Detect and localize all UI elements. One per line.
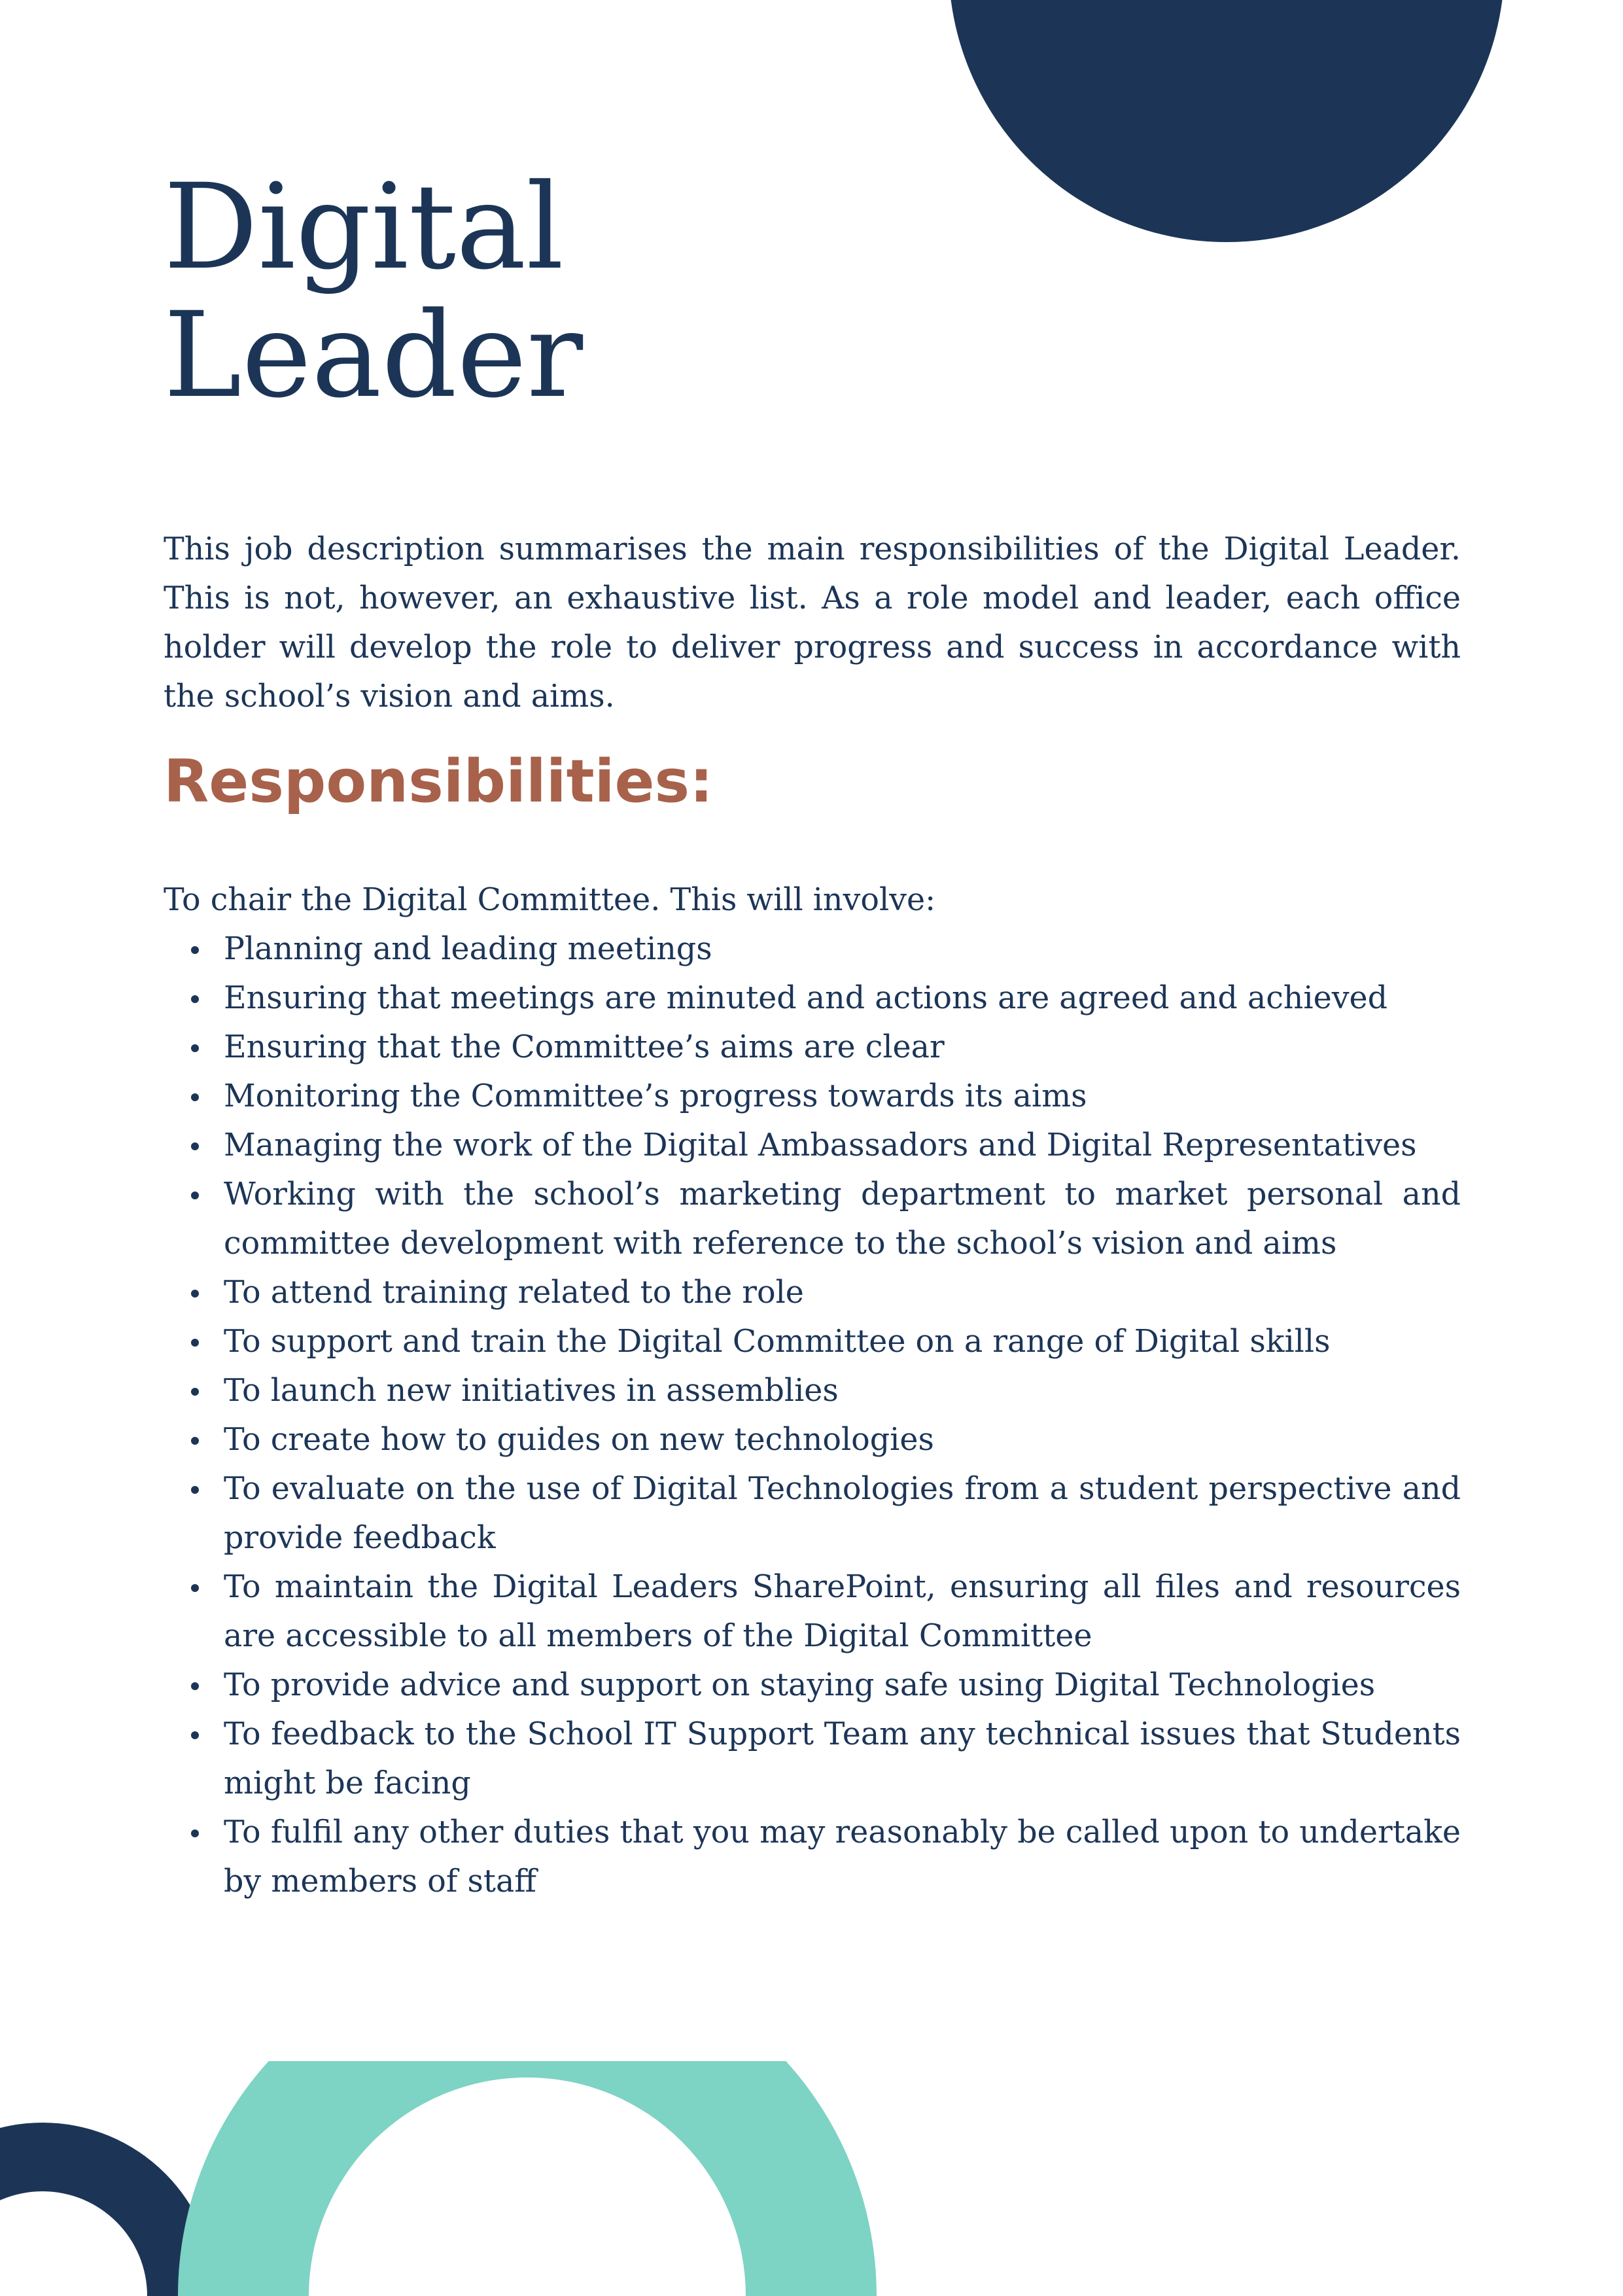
bullet-icon bbox=[191, 1731, 199, 1739]
chair-intro-text: To chair the Digital Committee. This will involve: bbox=[164, 882, 936, 918]
list-item bbox=[164, 1710, 1461, 1808]
bullet-icon bbox=[191, 1093, 199, 1101]
responsibilities-heading: Responsibilities: bbox=[164, 747, 714, 816]
list-item-text: Monitoring the Committee’s progress towards its aims bbox=[224, 1078, 1087, 1114]
list-item bbox=[164, 1661, 1461, 1710]
intro-paragraph: This job description summarises the main responsibilities of the Digital Leader. This is not, however, an exhaustive list. As a role model and leader, each office holder will develop the role to deliver progress and success in accordance with the school’s vision and aims. bbox=[164, 531, 1461, 715]
bullet-icon bbox=[191, 1339, 199, 1347]
page-title bbox=[164, 159, 584, 424]
list-item bbox=[164, 1268, 1461, 1317]
list-item-text: To provide advice and support on staying safe using Digital Technologies bbox=[224, 1667, 1376, 1703]
page-title-line-1: Digital bbox=[164, 159, 564, 296]
list-item-text: Planning and leading meetings bbox=[224, 931, 712, 967]
list-item bbox=[164, 1808, 1461, 1906]
list-item bbox=[164, 1072, 1461, 1121]
list-item-text: To support and train the Digital Committee on a range of Digital skills bbox=[224, 1324, 1331, 1360]
list-item bbox=[164, 925, 1461, 974]
bullet-icon bbox=[191, 1192, 199, 1199]
bullet-icon bbox=[191, 1682, 199, 1690]
bullet-icon bbox=[191, 1388, 199, 1396]
bullet-icon bbox=[191, 1142, 199, 1150]
list-item bbox=[164, 1366, 1461, 1415]
list-item-text: Managing the work of the Digital Ambassadors and Digital Representatives bbox=[224, 1127, 1417, 1163]
list-item bbox=[164, 1121, 1461, 1170]
responsibilities-list bbox=[164, 925, 1461, 1906]
bullet-icon bbox=[191, 1437, 199, 1445]
list-item-text: To attend training related to the role bbox=[224, 1275, 804, 1311]
list-item-text: To launch new initiatives in assemblies bbox=[224, 1373, 839, 1409]
list-item bbox=[164, 1563, 1461, 1661]
list-item-text: Working with the school’s marketing department to market personal and committee development with reference to the school’s vision and aims bbox=[224, 1176, 1461, 1262]
list-item bbox=[164, 1170, 1461, 1268]
bullet-icon bbox=[191, 1829, 199, 1837]
list-item-text: To feedback to the School IT Support Team any technical issues that Students might be facing bbox=[224, 1716, 1461, 1801]
list-item bbox=[164, 1023, 1461, 1072]
decorative-circle-top-right bbox=[949, 0, 1505, 242]
list-item-text: Ensuring that meetings are minuted and actions are agreed and achieved bbox=[224, 980, 1388, 1016]
page-title-line-2: Leader bbox=[164, 287, 584, 424]
bullet-icon bbox=[191, 995, 199, 1003]
bullet-icon bbox=[191, 1486, 199, 1494]
list-item-text: To maintain the Digital Leaders SharePoint, ensuring all files and resources are accessible to all members of the Digital Committee bbox=[224, 1569, 1461, 1654]
list-item bbox=[164, 1415, 1461, 1464]
list-item bbox=[164, 1464, 1461, 1563]
bullet-icon bbox=[191, 946, 199, 954]
list-item-text: To create how to guides on new technologies bbox=[224, 1422, 934, 1458]
list-item bbox=[164, 1317, 1461, 1366]
decorative-arcs-bottom bbox=[0, 2061, 1623, 2296]
bullet-icon bbox=[191, 1044, 199, 1052]
teal-arc bbox=[178, 2061, 877, 2296]
list-item-text: To fulfil any other duties that you may reasonably be called upon to undertake by members of staff bbox=[224, 1814, 1461, 1899]
bullet-icon bbox=[191, 1290, 199, 1298]
bullet-icon bbox=[191, 1584, 199, 1592]
list-item-text: To evaluate on the use of Digital Technologies from a student perspective and provide feedback bbox=[224, 1471, 1461, 1556]
list-item-text: Ensuring that the Committee’s aims are clear bbox=[224, 1029, 945, 1065]
list-item bbox=[164, 974, 1461, 1023]
